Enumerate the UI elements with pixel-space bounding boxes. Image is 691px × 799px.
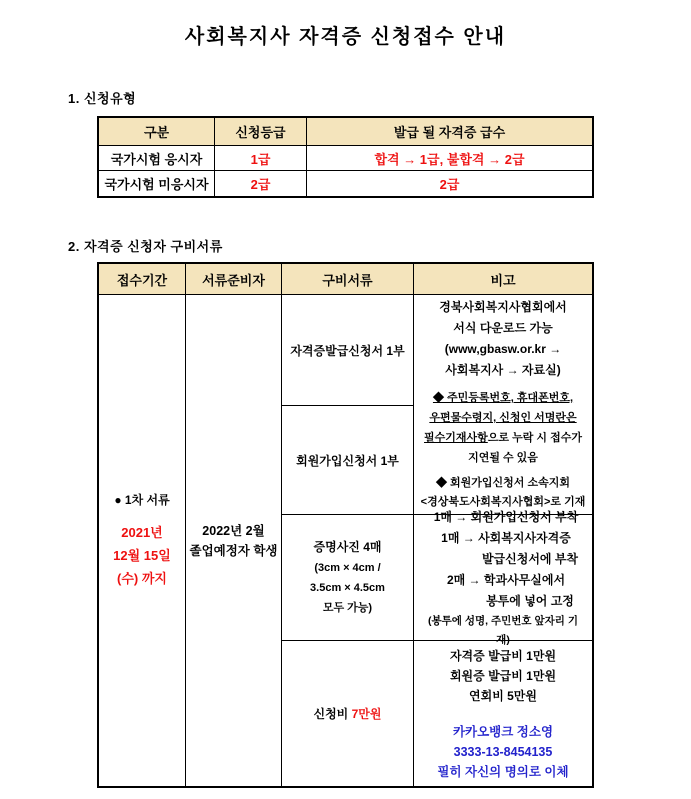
round-label: ● 1차 서류 — [114, 493, 170, 507]
download-line-3: (www,gbasw.or.kr → — [444, 342, 562, 356]
required-fields-line-3: 필수기재사항으로 누락 시 접수가 — [424, 432, 582, 444]
document-membership-application: 회원가입신청서 1부 — [282, 406, 413, 515]
remarks-column — [414, 295, 592, 786]
t1-row1-category: 국가시험 응시자 — [99, 146, 215, 171]
deadline-year: 2021년 — [121, 525, 163, 540]
application-type-table — [97, 116, 594, 198]
required-fields-line-1: ◆ 주민등록번호, 휴대폰번호, — [432, 392, 574, 404]
remarks-fees-cell — [414, 641, 592, 786]
bank-transfer-info — [414, 722, 592, 782]
branch-note-line-1: ◆ 회원가입신청서 소속지회 — [436, 477, 570, 489]
fee-breakdown-1: 자격증 발급비 1만원 — [449, 648, 557, 663]
required-documents-table — [97, 262, 594, 788]
document-photos — [282, 515, 413, 641]
remarks-forms-cell — [414, 295, 592, 515]
download-line-4: 사회복지사 → 자료실) — [445, 363, 561, 377]
t2-header-documents: 구비서류 — [282, 264, 414, 295]
preparer-cell — [186, 295, 282, 786]
photos-title: 증명사진 4매 — [313, 539, 382, 554]
fee-breakdown-2: 회원증 발급비 1만원 — [449, 668, 557, 683]
required-fields-note — [414, 388, 592, 468]
document-certificate-application: 자격증발급신청서 1부 — [282, 295, 413, 406]
photo-usage-line-5: 봉투에 넣어 고정 — [486, 594, 574, 608]
deadline-date: 12월 15일 — [113, 548, 171, 563]
fee-amount: 7만원 — [351, 707, 382, 721]
preparer-line-1: 2022년 2월 — [202, 523, 265, 538]
t1-header-issued-grade: 발급 될 자격증 급수 — [307, 118, 592, 146]
document-fee — [282, 641, 413, 786]
photos-size-2: 3.5cm × 4.5cm — [310, 581, 385, 594]
photo-usage-line-3: 발급신청서에 부착 — [481, 552, 579, 566]
required-fields-line-2: 우편물수령지, 신청인 서명란은 — [429, 412, 577, 424]
photos-size-1: (3cm × 4cm / — [314, 561, 381, 574]
branch-note-line-2: <경상북도사회복지사협회>로 기재 — [420, 496, 586, 508]
t2-header-preparer: 서류준비자 — [186, 264, 282, 295]
t1-row2-category: 국가시험 미응시자 — [99, 171, 215, 196]
photos-size-3: 모두 가능) — [322, 601, 373, 614]
bank-account-number: 3333-13-8454135 — [453, 744, 553, 759]
t2-header-remarks: 비고 — [414, 264, 592, 295]
t1-row1-issued-grade: 합격 → 1급, 불합격 → 2급 — [307, 146, 592, 171]
t1-row1-grade: 1급 — [215, 146, 307, 171]
required-fields-line-4: 지연될 수 있음 — [468, 452, 538, 464]
t1-header-category: 구분 — [99, 118, 215, 146]
photo-usage-line-2: 1매 → 사회복지사자격증 — [441, 531, 571, 545]
t1-row2-issued-grade: 2급 — [439, 177, 460, 192]
fee-label: 신청비 — [313, 707, 352, 721]
t2-header-row — [99, 264, 592, 295]
t2-header-period: 접수기간 — [99, 264, 186, 295]
bank-transfer-note: 필히 자신의 명의로 이체 — [437, 764, 569, 779]
preparer-line-2: 졸업예정자 학생 — [189, 543, 278, 558]
remarks-photos-cell — [414, 510, 592, 646]
deadline-day: (수) 까지 — [117, 571, 167, 586]
t1-header-grade: 신청등급 — [215, 118, 307, 146]
page-title: 사회복지사 자격증 신청접수 안내 — [184, 26, 507, 48]
t2-body — [99, 295, 592, 786]
section-2-heading: 2. 자격증 신청자 구비서류 — [68, 239, 223, 254]
reception-period-cell — [99, 295, 186, 786]
documents-column — [282, 295, 414, 786]
photo-usage-line-1: 1매 → 회원가입신청서 부착 — [433, 510, 579, 524]
download-line-2: 서식 다운로드 가능 — [453, 321, 553, 335]
fee-breakdown-3: 연회비 5만원 — [469, 688, 537, 703]
photo-envelope-note: (봉투에 성명, 주민번호 앞자리 기재) — [428, 615, 578, 646]
bank-account-holder: 카카오뱅크 정소영 — [452, 724, 554, 739]
t1-row2-grade: 2급 — [215, 171, 307, 196]
download-line-1: 경북사회복지사협회에서 — [439, 300, 567, 314]
section-1-heading: 1. 신청유형 — [68, 91, 137, 106]
photo-usage-line-4: 2매 → 학과사무실에서 — [446, 573, 566, 587]
